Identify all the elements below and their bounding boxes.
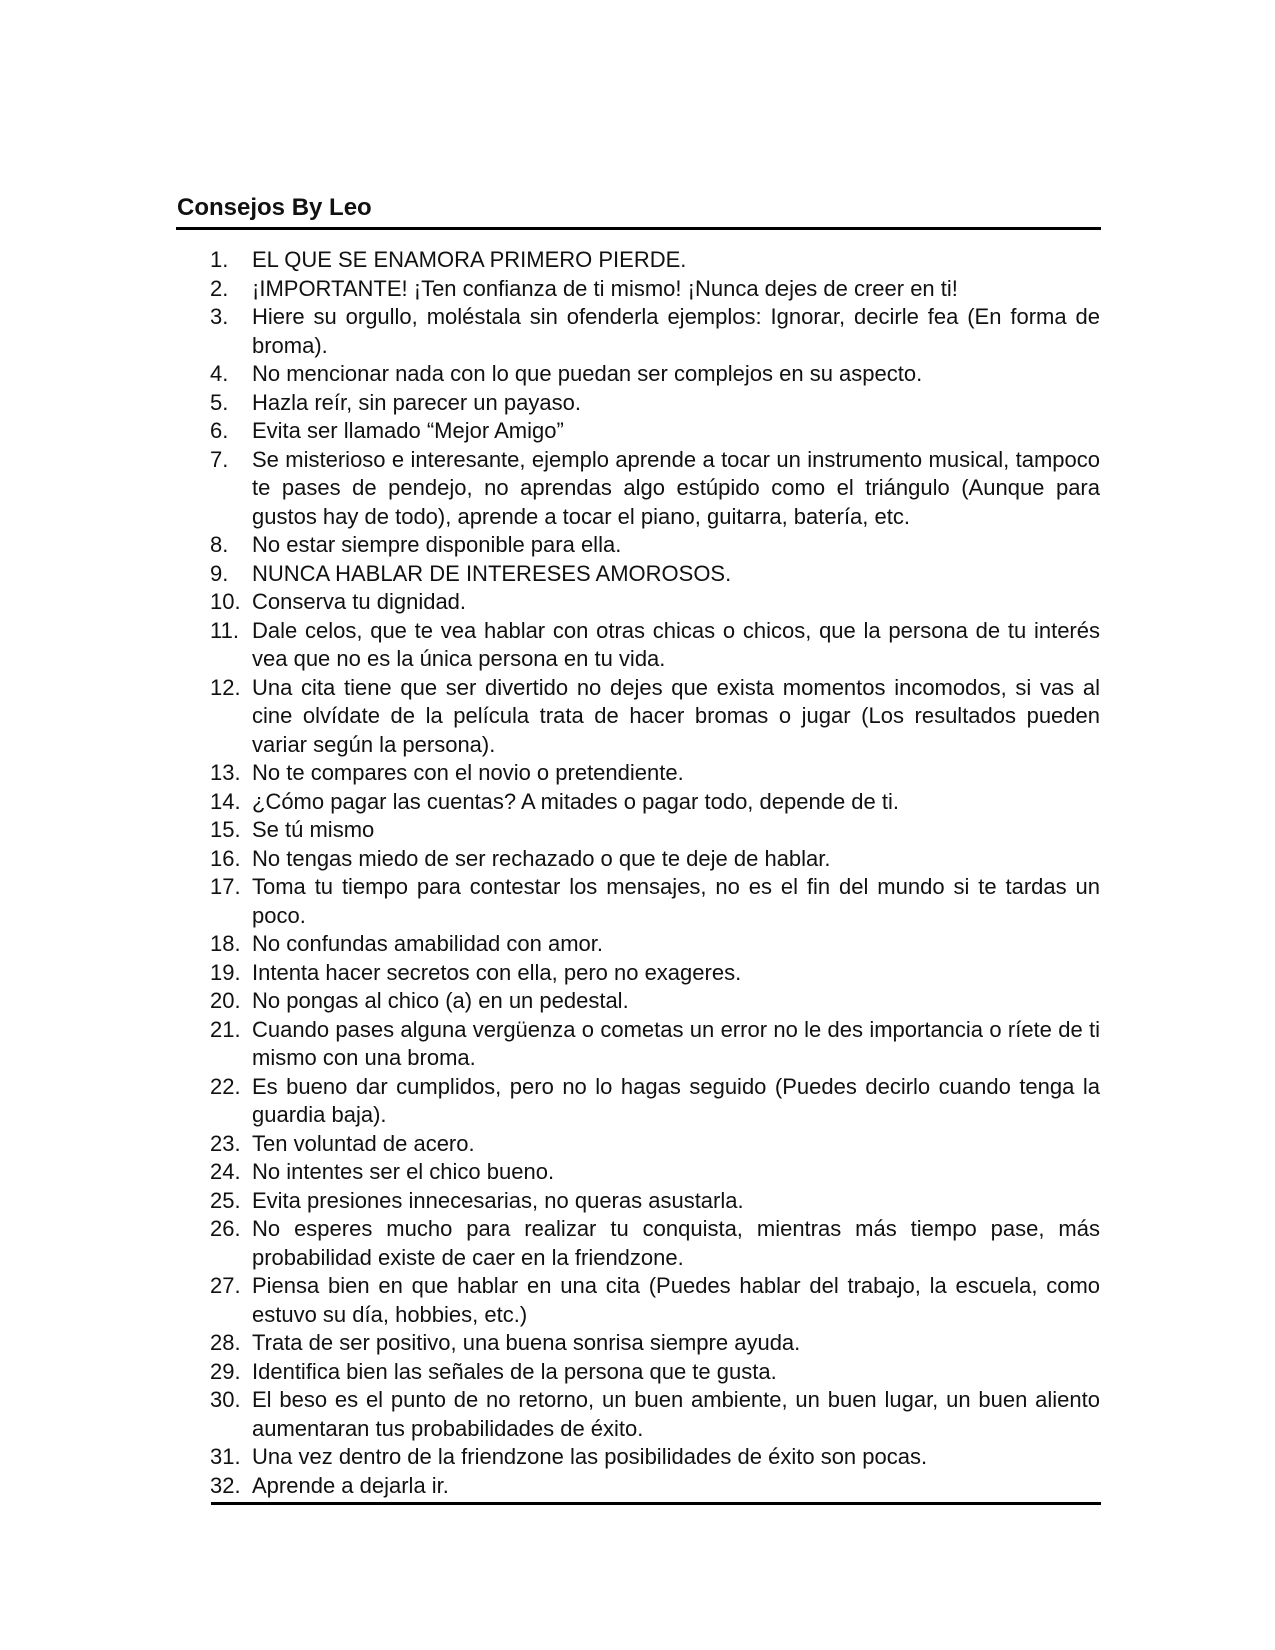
list-item-text: Intenta hacer secretos con ella, pero no exageres.	[252, 959, 742, 985]
list-item-text: Se misterioso e interesante, ejemplo aprende a tocar un instrumento musical, tampoco te pases de pendejo, no aprendas algo estúpido como el triángulo (Aunque para gustos hay de todo), aprende a tocar el piano, guitarra, batería, etc.	[252, 446, 1100, 529]
list-item	[210, 1158, 1100, 1187]
list-item	[210, 987, 1100, 1016]
list-item-number: 4.	[210, 361, 229, 386]
list-item-number: 18.	[210, 931, 241, 956]
list-item-text: No esperes mucho para realizar tu conquista, mientras más tiempo pase, más probabilidad existe de caer en la friendzone.	[252, 1216, 1100, 1270]
list-item	[210, 1358, 1100, 1387]
list-item	[210, 1130, 1100, 1159]
list-item-text: No tengas miedo de ser rechazado o que te deje de hablar.	[252, 845, 831, 871]
list-item	[210, 1016, 1100, 1073]
list-item-text: Identifica bien las señales de la persona que te gusta.	[252, 1358, 777, 1384]
list-item-text: ¿Cómo pagar las cuentas? A mitades o pagar todo, depende de ti.	[252, 788, 899, 814]
list-item-number: 9.	[210, 560, 229, 586]
list-item	[210, 246, 1100, 275]
list-item	[210, 930, 1100, 959]
list-item-text: No mencionar nada con lo que puedan ser complejos en su aspecto.	[252, 361, 923, 386]
list-item	[210, 275, 1100, 304]
list-item	[210, 531, 1100, 560]
list-item-text: Se tú mismo	[252, 817, 375, 842]
list-item	[210, 360, 1100, 389]
list-item-number: 20.	[210, 988, 241, 1013]
list-item-text: Dale celos, que te vea hablar con otras chicas o chicos, que la persona de tu interés vea que no es la única persona en tu vida.	[252, 617, 1100, 671]
list-item-text: Evita ser llamado “Mejor Amigo”	[252, 418, 564, 443]
list-item-number: 16.	[210, 845, 241, 871]
list-item-text: Cuando pases alguna vergüenza o cometas un error no le des importancia o ríete de ti mismo con una broma.	[252, 1016, 1100, 1070]
list-item	[210, 417, 1100, 446]
list-item-number: 27.	[210, 1273, 241, 1298]
list-item	[210, 788, 1100, 817]
list-item-text: No te compares con el novio o pretendiente.	[252, 760, 684, 785]
list-item-number: 2.	[210, 275, 229, 301]
list-item-text: No confundas amabilidad con amor.	[252, 931, 603, 956]
document-title: Consejos By Leo	[177, 194, 372, 221]
list-item-text: NUNCA HABLAR DE INTERESES AMOROSOS.	[252, 560, 732, 586]
list-item	[210, 1073, 1100, 1130]
list-item-number: 31.	[210, 1444, 241, 1469]
list-item-number: 14.	[210, 788, 241, 814]
list-item	[210, 816, 1100, 845]
list-item-number: 24.	[210, 1159, 241, 1184]
list-item-number: 7.	[210, 446, 229, 472]
list-item	[210, 1187, 1100, 1216]
list-item-text: EL QUE SE ENAMORA PRIMERO PIERDE.	[252, 247, 687, 272]
list-item-number: 28.	[210, 1330, 241, 1355]
list-item-text: No estar siempre disponible para ella.	[252, 532, 622, 557]
list-item-text: No intentes ser el chico bueno.	[252, 1159, 555, 1184]
list-item-text: Piensa bien en que hablar en una cita (Puedes hablar del trabajo, la escuela, como estuvo su día, hobbies, etc.)	[252, 1273, 1100, 1327]
list-item-number: 17.	[210, 874, 241, 899]
list-item	[210, 446, 1100, 532]
list-item-text: Toma tu tiempo para contestar los mensajes, no es el fin del mundo si te tardas un poco.	[252, 874, 1100, 928]
list-item-number: 21.	[210, 1016, 241, 1042]
list-item	[210, 845, 1100, 874]
list-item-text: El beso es el punto de no retorno, un buen ambiente, un buen lugar, un buen aliento aumentaran tus probabilidades de éxito.	[252, 1387, 1100, 1441]
list-item-text: Trata de ser positivo, una buena sonrisa siempre ayuda.	[252, 1330, 801, 1355]
list-item-number: 6.	[210, 418, 229, 443]
advice-list	[210, 246, 1100, 1500]
list-item-number: 5.	[210, 389, 229, 415]
list-item	[210, 674, 1100, 760]
list-item-number: 15.	[210, 817, 241, 842]
list-item-text: Hiere su orgullo, moléstala sin ofenderla ejemplos: Ignorar, decirle fea (En forma de broma).	[252, 304, 1100, 358]
list-item-number: 11.	[210, 617, 239, 643]
list-item	[210, 1215, 1100, 1272]
list-item	[210, 617, 1100, 674]
list-item-number: 12.	[210, 674, 241, 700]
list-item-number: 32.	[210, 1472, 241, 1498]
title-divider	[176, 227, 1101, 230]
list-item-number: 13.	[210, 760, 241, 785]
list-item	[210, 1443, 1100, 1472]
list-item-text: No pongas al chico (a) en un pedestal.	[252, 988, 629, 1013]
list-item	[210, 1472, 1100, 1501]
list-item-text: Aprende a dejarla ir.	[252, 1472, 449, 1498]
list-item-text: Una vez dentro de la friendzone las posibilidades de éxito son pocas.	[252, 1444, 928, 1469]
list-item-number: 29.	[210, 1358, 241, 1384]
list-item-number: 1.	[210, 247, 229, 272]
list-item-number: 26.	[210, 1216, 241, 1241]
list-item	[210, 1272, 1100, 1329]
list-item-number: 22.	[210, 1073, 241, 1099]
list-item	[210, 1329, 1100, 1358]
list-item-text: Evita presiones innecesarias, no queras asustarla.	[252, 1187, 744, 1213]
list-item-number: 30.	[210, 1387, 241, 1412]
list-item	[210, 759, 1100, 788]
list-item-number: 3.	[210, 304, 229, 329]
list-item-number: 25.	[210, 1187, 241, 1213]
list-item-text: Ten voluntad de acero.	[252, 1130, 475, 1156]
list-item-text: Conserva tu dignidad.	[252, 589, 467, 614]
bottom-divider	[211, 1502, 1101, 1505]
list-item	[210, 959, 1100, 988]
list-item-number: 23.	[210, 1130, 241, 1156]
list-item	[210, 873, 1100, 930]
list-item	[210, 588, 1100, 617]
list-item	[210, 560, 1100, 589]
list-item-number: 8.	[210, 532, 229, 557]
list-item-number: 10.	[210, 589, 241, 614]
list-item	[210, 303, 1100, 360]
list-item-text: Es bueno dar cumplidos, pero no lo hagas seguido (Puedes decirlo cuando tenga la guardia baja).	[252, 1073, 1100, 1127]
list-item-number: 19.	[210, 959, 241, 985]
list-item	[210, 1386, 1100, 1443]
list-item-text: Una cita tiene que ser divertido no dejes que exista momentos incomodos, si vas al cine olvídate de la película trata de hacer bromas o jugar (Los resultados pueden variar según la persona).	[252, 674, 1100, 757]
list-item	[210, 389, 1100, 418]
list-item-text: ¡IMPORTANTE! ¡Ten confianza de ti mismo! ¡Nunca dejes de creer en ti!	[252, 275, 958, 301]
list-item-text: Hazla reír, sin parecer un payaso.	[252, 389, 581, 415]
